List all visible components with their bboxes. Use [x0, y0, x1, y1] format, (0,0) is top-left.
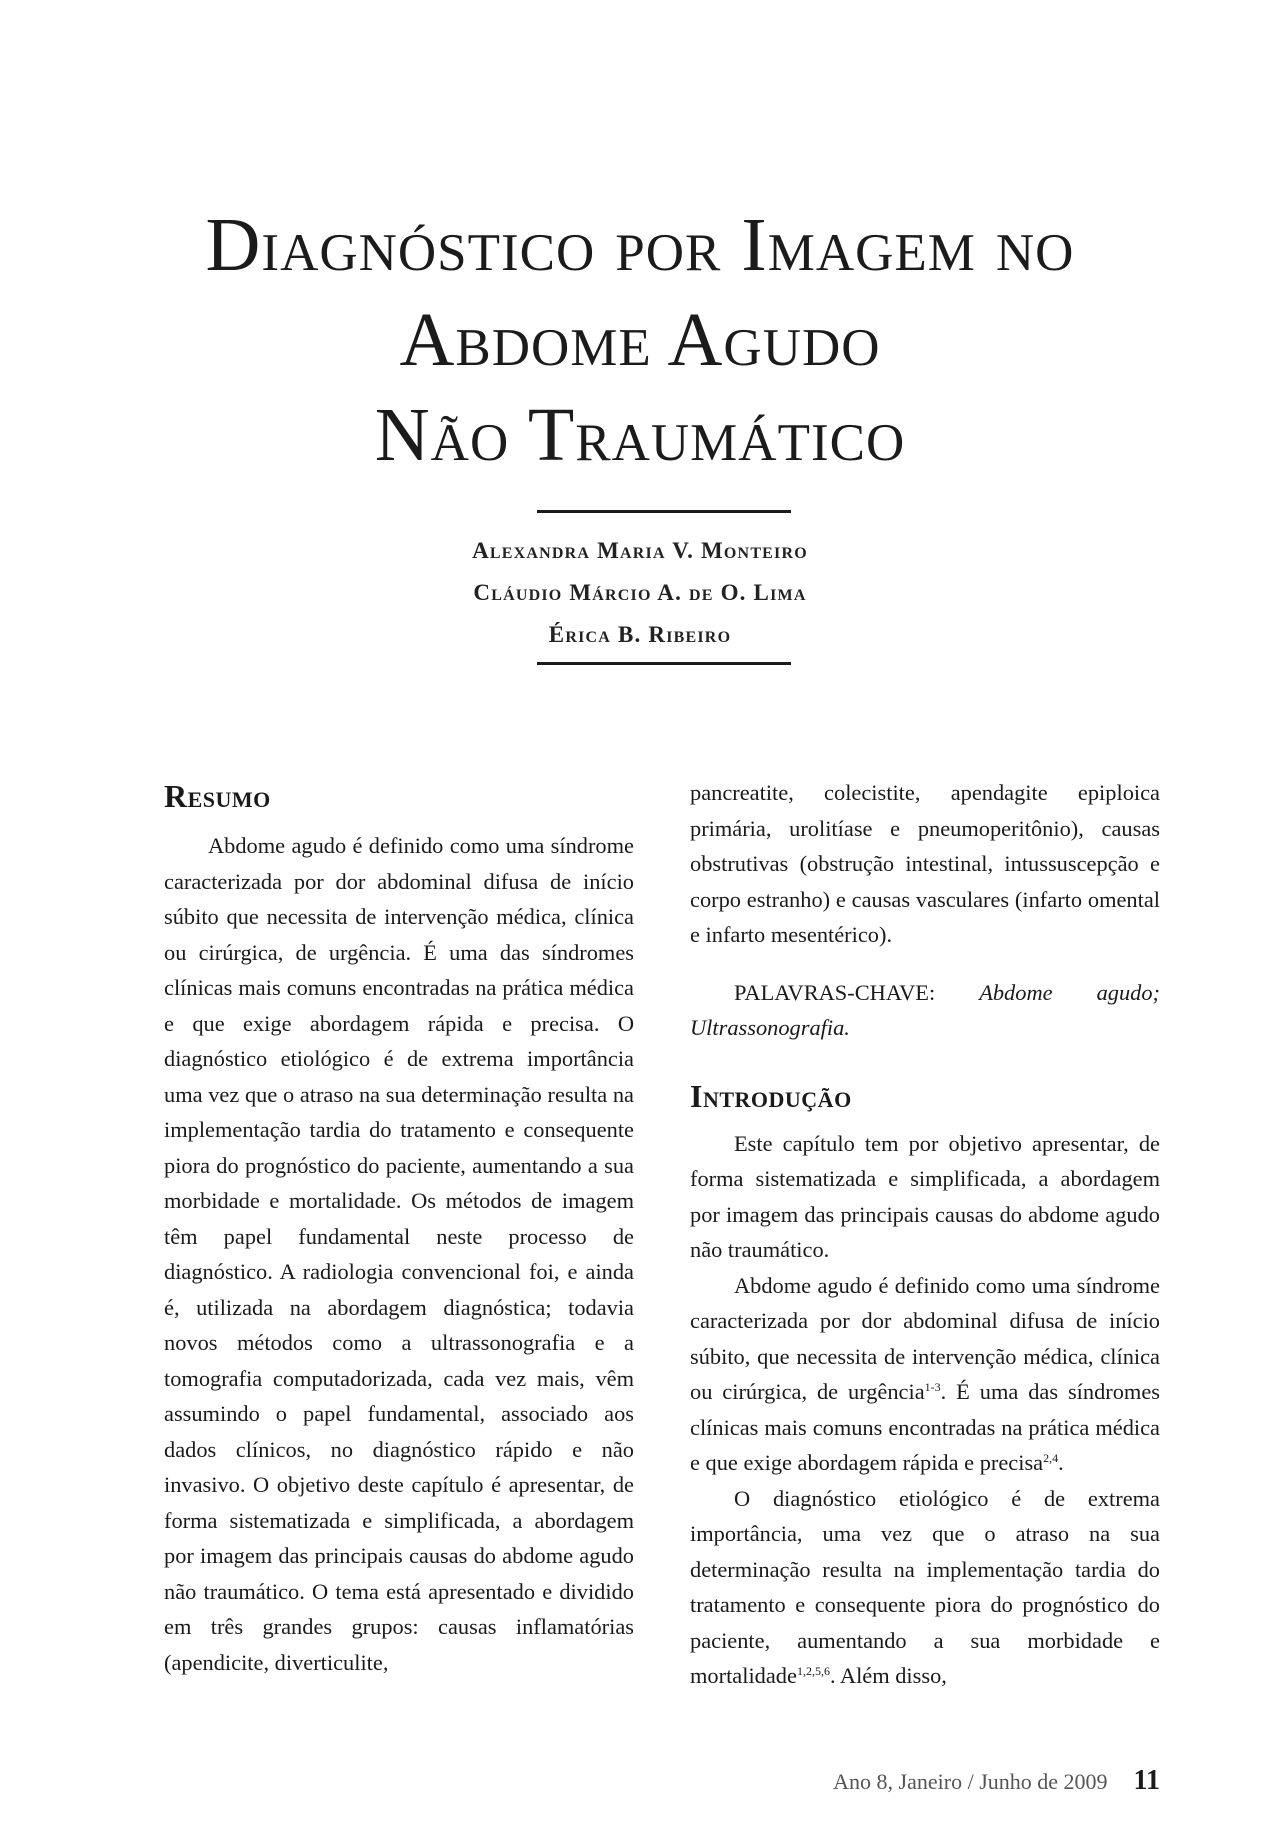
citation-ref: 1,2,5,6 [796, 1664, 830, 1678]
keywords [690, 975, 1160, 1046]
intro-p3-text: O diagnóstico etiológico é de extrema importância, uma vez que o atraso na sua determinação resulta na implementação tardia do tratamento e consequente piora do prognóstico do paciente, aumentando a sua morbidade e mortalidade [690, 1485, 1160, 1688]
keywords-terms: Abdome agudo; Ultrassonografia. [690, 979, 1161, 1040]
top-divider [537, 510, 791, 513]
resumo-continuation: pancreatite, colecistite, apendagite epiploica primária, urolitíase e pneumoperitônio), causas obstrutivas (obstrução intestinal, intussuscepção e corpo estranho) e causas vasculares (infarto omental e infarto mesentérico). [690, 780, 1160, 947]
introducao-heading: Introdução [690, 1077, 852, 1114]
article-title [0, 198, 1280, 483]
page-footer [800, 1765, 1160, 1798]
issue-info: Ano 8, Janeiro / Junho de 2009 [833, 1769, 1108, 1794]
intro-paragraph-2 [690, 1268, 1160, 1481]
citation-ref: 1-3 [924, 1380, 941, 1394]
intro-p2-mid: . É uma das síndromes clínicas mais comuns encontradas na prática médica e que exige abordagem rápida e precisa [690, 1379, 1161, 1475]
citation-ref: 2,4 [1043, 1451, 1059, 1465]
title-line-2: Abdome Agudo [399, 298, 881, 382]
bottom-divider [537, 662, 791, 665]
author-name: Alexandra Maria V. Monteiro [472, 538, 808, 563]
resumo-paragraph: Abdome agudo é definido como uma síndrome caracterizada por dor abdominal difusa de início súbito que necessita de intervenção médica, clínica ou cirúrgica, de urgência. É uma das síndromes clínicas mais comuns encontradas na prática médica e que exige abordagem rápida e precisa. O diagnóstico etiológico é de extrema importância uma vez que o atraso na sua determinação resulta na implementação tardia do tratamento e consequente piora do prognóstico do paciente, aumentando a sua morbidade e mortalidade. Os métodos de imagem têm papel fundamental neste processo de diagnóstico. A radiologia convencional foi, e ainda é, utilizada na abordagem diagnóstica; todavia novos métodos como a ultrassonografia e a tomografia computadorizada, cada vez mais, vêm assumindo o papel fundamental, associado aos dados clínicos, no diagnóstico rápido e não invasivo. O objetivo deste capítulo é apresentar, de forma sistematizada e simplificada, a abordagem por imagem das principais causas do abdome agudo não traumático. O tema está apresentado e dividido em três grandes grupos: causas inflamatórias (apendicite, diverticulite, [164, 833, 634, 1675]
right-column [690, 775, 1160, 1694]
author-list [0, 530, 1280, 656]
intro-p3-end: . Além disso, [829, 1663, 947, 1688]
title-line-1: Diagnóstico por Imagem no [205, 203, 1075, 287]
left-column [164, 776, 634, 1680]
intro-paragraph-1: Este capítulo tem por objetivo apresentar, de forma sistematizada e simplificada, a abordagem por imagem das principais causas do abdome agudo não traumático. [690, 1130, 1160, 1262]
intro-p2-text: Abdome agudo é definido como uma síndrome caracterizada por dor abdominal difusa de início súbito, que necessita de intervenção médica, clínica ou cirúrgica, de urgência [690, 1272, 1160, 1404]
author-name: Érica B. Ribeiro [548, 622, 732, 647]
author-name: Cláudio Márcio A. de O. Lima [473, 580, 807, 605]
intro-paragraph-3 [690, 1481, 1160, 1694]
keywords-label: PALAVRAS-CHAVE: [734, 979, 980, 1005]
page-number: 11 [1133, 1765, 1160, 1796]
intro-p2-end: . [1058, 1450, 1064, 1475]
resumo-heading: Resumo [164, 778, 271, 814]
title-line-3: Não Traumático [374, 393, 906, 477]
